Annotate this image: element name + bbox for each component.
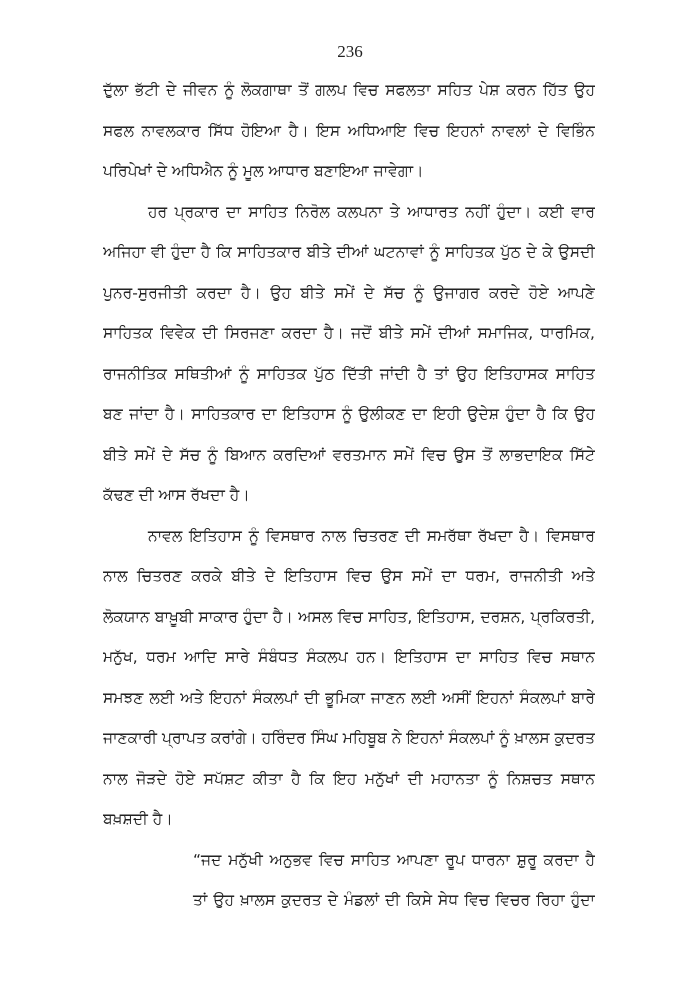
- quote-line: ਤਾਂ ਉਹ ਖ਼ਾਲਸ ਕੁਦਰਤ ਦੇ ਮੰਡਲਾਂ ਦੀ ਕਿਸੇ ਸੇਧ ਵਿਚ ਵਿਚਰ ਰਿਹਾ ਹੁੰਦਾ: [193, 891, 595, 909]
- text-line: ਬਣ ਜਾਂਦਾ ਹੈ। ਸਾਹਿਤਕਾਰ ਦਾ ਇਤਿਹਾਸ ਨੂੰ ਉਲੀਕਣ ਦਾ ਇਹੀ ਉਦੇਸ਼ ਹੁੰਦਾ ਹੈ ਕਿ ਉਹ: [103, 405, 595, 423]
- text-line: ਬੀਤੇ ਸਮੇਂ ਦੇ ਸੱਚ ਨੂੰ ਬਿਆਨ ਕਰਦਿਆਂ ਵਰਤਮਾਨ ਸਮੇਂ ਵਿਚ ਉਸ ਤੋਂ ਲਾਭਦਾਇਕ ਸਿੱਟੇ: [103, 445, 595, 464]
- page-number: 236: [337, 42, 363, 61]
- text-line: ਪਰਿਪੇਖਾਂ ਦੇ ਅਧਿਐਨ ਨੂੰ ਮੂਲ ਆਧਾਰ ਬਣਾਇਆ ਜਾਵੇਗਾ।: [103, 162, 424, 180]
- text-line: ਪੁਨਰ-ਸੁਰਜੀਤੀ ਕਰਦਾ ਹੈ। ਉਹ ਬੀਤੇ ਸਮੇਂ ਦੇ ਸੱਚ ਨੂੰ ਉਜਾਗਰ ਕਰਦੇ ਹੋਏ ਆਪਣੇ: [103, 283, 595, 302]
- paragraph-3: [103, 516, 595, 840]
- text-line: ਦੁੱਲਾ ਭੱਟੀ ਦੇ ਜੀਵਨ ਨੂੰ ਲੋਕਗਾਥਾ ਤੋਂ ਗਲਪ ਵਿਚ ਸਫਲਤਾ ਸਹਿਤ ਪੇਸ਼ ਕਰਨ ਹਿੱਤ ਉਹ: [103, 81, 595, 99]
- text-line: ਜਾਣਕਾਰੀ ਪ੍ਰਾਪਤ ਕਰਾਂਗੇ। ਹਰਿੰਦਰ ਸਿੰਘ ਮਹਿਬੂਬ ਨੇ ਇਹਨਾਂ ਸੰਕਲਪਾਂ ਨੂੰ ਖ਼ਾਲਸ ਕੁਦਰਤ: [103, 729, 595, 747]
- paragraph-2: [103, 192, 595, 516]
- text-line: ਅਜਿਹਾ ਵੀ ਹੁੰਦਾ ਹੈ ਕਿ ਸਾਹਿਤਕਾਰ ਬੀਤੇ ਦੀਆਂ ਘਟਨਾਵਾਂ ਨੂੰ ਸਾਹਿਤਕ ਪੁੱਠ ਦੇ ਕੇ ਉਸਦੀ: [103, 243, 595, 261]
- text-line: ਸਮਝਣ ਲਈ ਅਤੇ ਇਹਨਾਂ ਸੰਕਲਪਾਂ ਦੀ ਭੂਮਿਕਾ ਜਾਣਨ ਲਈ ਅਸੀਂ ਇਹਨਾਂ ਸੰਕਲਪਾਂ ਬਾਰੇ: [103, 688, 595, 707]
- text-line: ਕੱਢਣ ਦੀ ਆਸ ਰੱਖਦਾ ਹੈ।: [103, 486, 250, 504]
- text-line: ਸਾਹਿਤਕ ਵਿਵੇਕ ਦੀ ਸਿਰਜਣਾ ਕਰਦਾ ਹੈ। ਜਦੋਂ ਬੀਤੇ ਸਮੇਂ ਦੀਆਂ ਸਮਾਜਿਕ, ਧਾਰਮਿਕ,: [103, 324, 595, 342]
- text-line: ਸਫਲ ਨਾਵਲਕਾਰ ਸਿੱਧ ਹੋਇਆ ਹੈ। ਇਸ ਅਧਿਆਇ ਵਿਚ ਇਹਨਾਂ ਨਾਵਲਾਂ ਦੇ ਵਿਭਿੰਨ: [103, 121, 595, 140]
- body-text: [103, 70, 595, 921]
- text-line: ਨਾਵਲ ਇਤਿਹਾਸ ਨੂੰ ਵਿਸਥਾਰ ਨਾਲ ਚਿਤਰਣ ਦੀ ਸਮਰੱਥਾ ਰੱਖਦਾ ਹੈ। ਵਿਸਥਾਰ: [148, 526, 595, 545]
- text-line: ਲੋਕਯਾਨ ਬਾਖ਼ੂਬੀ ਸਾਕਾਰ ਹੁੰਦਾ ਹੈ। ਅਸਲ ਵਿਚ ਸਾਹਿਤ, ਇਤਿਹਾਸ, ਦਰਸ਼ਨ, ਪ੍ਰਕਿਰਤੀ,: [103, 607, 595, 626]
- text-line: ਮਨੁੱਖ, ਧਰਮ ਆਦਿ ਸਾਰੇ ਸੰਬੰਧਤ ਸੰਕਲਪ ਹਨ। ਇਤਿਹਾਸ ਦਾ ਸਾਹਿਤ ਵਿਚ ਸਥਾਨ: [103, 648, 595, 666]
- text-line: ਨਾਲ ਚਿਤਰਣ ਕਰਕੇ ਬੀਤੇ ਦੇ ਇਤਿਹਾਸ ਵਿਚ ਉਸ ਸਮੇਂ ਦਾ ਧਰਮ, ਰਾਜਨੀਤੀ ਅਤੇ: [103, 567, 595, 585]
- paragraph-1: [103, 70, 595, 192]
- quote-line: “ਜਦ ਮਨੁੱਖੀ ਅਨੁਭਵ ਵਿਚ ਸਾਹਿਤ ਆਪਣਾ ਰੂਪ ਧਾਰਨਾ ਸ਼ੁਰੂ ਕਰਦਾ ਹੈ: [193, 850, 595, 869]
- text-line: ਬਖ਼ਸ਼ਦੀ ਹੈ।: [103, 810, 173, 828]
- text-line: ਹਰ ਪ੍ਰਕਾਰ ਦਾ ਸਾਹਿਤ ਨਿਰੋਲ ਕਲਪਨਾ ਤੇ ਆਧਾਰਤ ਨਹੀਂ ਹੁੰਦਾ। ਕਈ ਵਾਰ: [148, 202, 595, 221]
- text-line: ਨਾਲ ਜੋੜਦੇ ਹੋਏ ਸਪੱਸ਼ਟ ਕੀਤਾ ਹੈ ਕਿ ਇਹ ਮਨੁੱਖਾਂ ਦੀ ਮਹਾਨਤਾ ਨੂੰ ਨਿਸ਼ਚਤ ਸਥਾਨ: [103, 769, 595, 788]
- text-line: ਰਾਜਨੀਤਿਕ ਸਥਿਤੀਆਂ ਨੂੰ ਸਾਹਿਤਕ ਪੁੱਠ ਦਿੱਤੀ ਜਾਂਦੀ ਹੈ ਤਾਂ ਉਹ ਇਤਿਹਾਸਕ ਸਾਹਿਤ: [103, 364, 595, 383]
- block-quote: [103, 840, 595, 921]
